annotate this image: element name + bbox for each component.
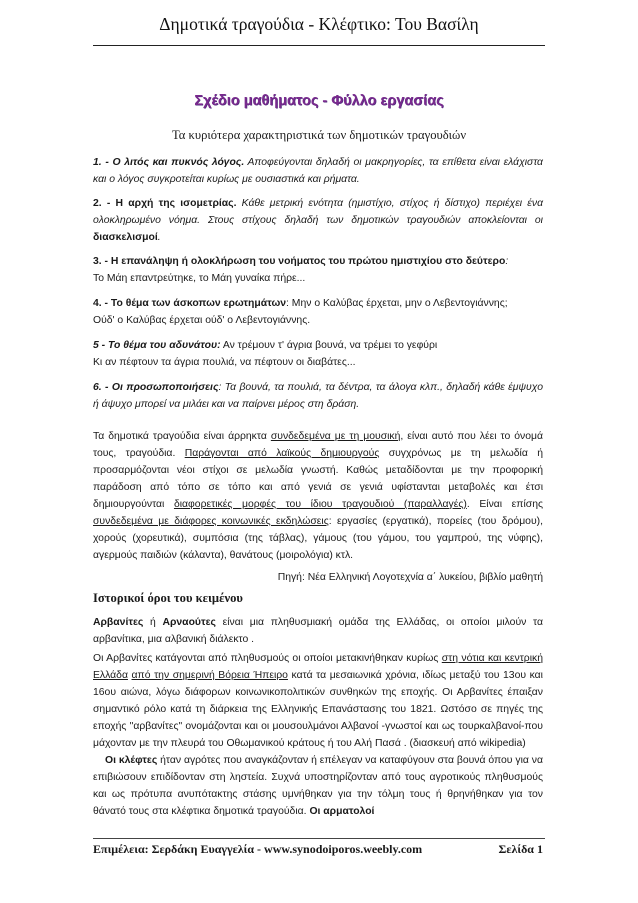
- text-run: κατά τα μεσαιωνικά χρόνια, ιδίως μεταξύ του 13ου και 16ου αιώνα, λόγω διάφορων κοινωνικοπολιτικών συνθηκών της εποχής. Οι Αρβανίτες έπαιξαν σημαντικό ρόλο κατά τη διάρκεια της Ελληνικής Επανάστασης του 1821. Ωστόσο σε πηγές της εποχής "αρβανίτες" ονομάζονται και οι μουσουλμάνοι Αλβανοί -γνωστοί και ως τουρκαλβανοί-που μάχονταν με την πλευρά του Οθωμανικού κράτους ή του Αλή Πασά . (διασκευή από wikipedia): [93, 670, 543, 749]
- item-heading: 1. - Ο λιτός και πυκνός λόγος.: [93, 157, 245, 168]
- item-line2: Κι αν πέφτουν τα άγρια πουλιά, να πέφτουν οι διαβάτες...: [93, 357, 356, 368]
- feature-item-2: [93, 195, 543, 246]
- text-run: . Είναι επίσης: [466, 499, 543, 510]
- feature-item-5: [93, 337, 543, 371]
- item-heading: 2. - Η αρχή της ισομετρίας.: [93, 198, 237, 209]
- footer-divider: [93, 838, 545, 839]
- page-number: Σελίδα 1: [498, 842, 543, 856]
- item-line2: Ούδ' ο Καλύβας έρχεται ούδ' ο Λεβεντογιάννης.: [93, 315, 311, 326]
- item-text: Κάθε μετρική ενότητα (ημιστίχιο, στίχος ή δίστιχο) περιέχει ένα ολοκληρωμένο νόημα. Στους στίχους δηλαδή των δημοτικών τραγουδιών αποκλείονται οι: [93, 198, 543, 226]
- item-term: διασκελισμοί: [93, 232, 158, 243]
- text-run: είναι μια πληθυσμιακή ομάδα της Ελλάδας, οι οποίοι μιλούν τα αρβανίτικα, μια αλβανική διάλεκτο .: [93, 617, 543, 645]
- underlined-run: από την σημερινή Βόρεια Ήπειρο: [131, 670, 288, 681]
- item-heading: 4. - Το θέμα των άσκοπων ερωτημάτων: [93, 298, 287, 309]
- feature-item-1: [93, 154, 543, 188]
- text-run: ή: [143, 617, 163, 628]
- item-text: Το Μάη επαντρεύτηκε, το Μάη γυναίκα πήρε...: [93, 273, 306, 284]
- item-end: .: [157, 232, 161, 243]
- text-run: , είναι αυτό που λέει το όνομά τους, τραγούδια.: [93, 431, 543, 459]
- bold-term: Αρναούτες: [162, 617, 216, 628]
- section-subtitle: Τα κυριότερα χαρακτηριστικά των δημοτικών τραγουδιών: [171, 128, 467, 142]
- item-text: : Μην ο Καλύβας έρχεται, μην ο Λεβεντογιάννης;: [286, 298, 508, 309]
- item-text: : Τα βουνά, τα πουλιά, τα δέντρα, τα άλογα κλπ., δηλαδή κάθε έμψυχο ή άψυχο μπορεί να μιλάει και να παίρνει μέρος στη δράση.: [93, 382, 543, 410]
- arvanites-paragraph: [93, 614, 543, 648]
- underlined-run: διαφορετικές μορφές του ίδιου τραγουδιού (παραλλαγές): [173, 499, 467, 510]
- bold-term: Οι αρματολοί: [309, 806, 375, 817]
- body-paragraph: [93, 428, 543, 564]
- text-run: συγχρόνως με τη μελωδία ή προσαρμόζονται νέοι στίχοι σε μελωδία γνωστή. Καθώς μεταδίδονται με την προφορική παράδοση από τόπο σε τόπο και από γενιά σε γενιά υφίστανται μεταβολές και έτσι δημιουργούνται: [93, 448, 543, 510]
- header-divider: [93, 45, 545, 46]
- bold-term: Οι κλέφτες: [105, 755, 158, 766]
- footer-credit: Επιμέλεια: Σερδάκη Ευαγγελία - www.synodoiporos.weebly.com: [93, 842, 423, 856]
- underlined-run: συνδεδεμένα με διάφορες κοινωνικές εκδηλώσεις: [93, 516, 329, 527]
- bold-term: Αρβανίτες: [93, 617, 144, 628]
- worksheet-title: Σχέδιο μαθήματος - Φύλλο εργασίας: [194, 93, 444, 109]
- underlined-run: στη νότια και κεντρική Ελλάδα: [93, 653, 543, 681]
- item-heading: 6. - Οι προσωποποιήσεις: [93, 382, 219, 393]
- section-heading: Ιστορικοί όροι του κειμένου: [93, 591, 243, 605]
- page-footer: [93, 842, 543, 857]
- feature-item-3: [93, 253, 543, 287]
- source-citation: Πηγή: Νέα Ελληνική Λογοτεχνία α΄ λυκείου, βιβλίο μαθητή: [277, 572, 543, 583]
- text-run: Τα δημοτικά τραγούδια είναι άρρηκτα: [93, 431, 271, 442]
- item-text: Αποφεύγονται δηλαδή οι μακρηγορίες, τα επίθετα είναι ελάχιστα και ο λόγος συγκροτείται κυρίως με ουσιαστικά και ρήματα.: [93, 157, 543, 185]
- item-text: Αν τρέμουν τ' άγρια βουνά, να τρέμει το γεφύρι: [220, 340, 438, 351]
- text-run: : εργασίες (εργατικά), πορείες (του δρόμου), χορούς (χορευτικά), συμπόσια (της τάβλας), γάμους (του γάμου, του γαμπρού, της νύφης), αγερμούς παιδιών (κάλαντα), θανάτους (μοιρολόγια) κτλ.: [93, 516, 543, 561]
- feature-item-4: [93, 295, 543, 329]
- text-run: Οι Αρβανίτες κατάγονται από πληθυσμούς οι οποίοι μετακινήθηκαν κυρίως: [93, 653, 442, 664]
- klephts-paragraph: [93, 752, 543, 820]
- history-paragraph: [93, 650, 543, 752]
- item-colon: :: [505, 256, 509, 267]
- page-header: Δημοτικά τραγούδια - Κλέφτικο: Του Βασίλη: [159, 14, 479, 34]
- feature-item-6: [93, 379, 543, 413]
- text-run: ήταν αγρότες που αναγκάζονταν ή επέλεγαν να καταφύγουν στα βουνά όπου για να επιβιώσουν επιδίδονταν στη ληστεία. Συχνά υποστηρίζονταν από τους αγροτικούς πληθυσμούς και ως πρότυπα ανυπότακτης στάσης υμνήθηκαν για την τόλμη τους ή θρηνήθηκαν για τον θάνατό τους στα κλέφτικα δημοτικά τραγούδια.: [93, 755, 543, 817]
- item-heading: 3. - Η επανάληψη ή ολοκλήρωση του νοήματος του πρώτου ημιστιχίου στο δεύτερο: [93, 256, 506, 267]
- underlined-run: συνδεδεμένα με τη μουσική: [270, 431, 401, 442]
- underlined-run: Παράγονται από λαϊκούς δημιουργούς: [184, 448, 380, 459]
- item-heading: 5 - Το θέμα του αδυνάτου:: [93, 340, 221, 351]
